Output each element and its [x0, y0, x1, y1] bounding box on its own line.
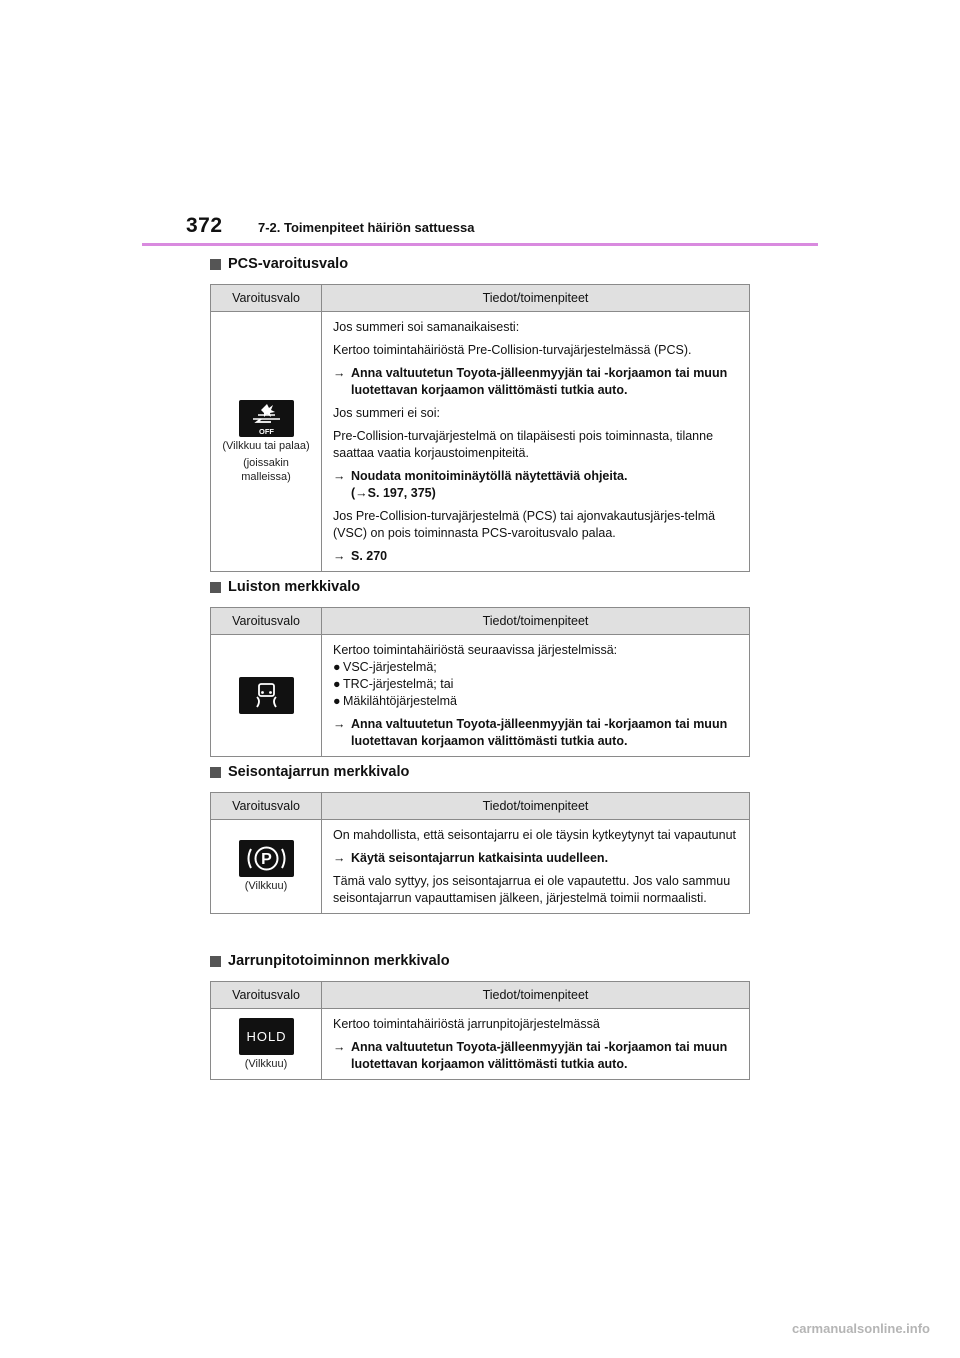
hold-text-1: Kertoo toimintahäiriöstä jarrunpitojärjestelmässä [333, 1017, 600, 1031]
slip-icon-cell [211, 635, 322, 757]
parking-table [210, 792, 750, 914]
pcs-icon-cell [211, 312, 322, 572]
section-pcs-title: PCS-varoitusvalo [210, 256, 348, 272]
column-header-light: Varoitusvalo [211, 793, 322, 820]
slip-text-1: Kertoo toimintahäiriöstä seuraavissa järjestelmissä: [333, 643, 618, 657]
pcs-action-1: → Anna valtuutetun Toyota-jälleenmyyjän tai -korjaamon tai muun luotettavan korjaamon välittömästi tutkia auto. [333, 366, 728, 397]
bullet-icon: ● [333, 660, 341, 674]
hold-action-1: → Anna valtuutetun Toyota-jälleenmyyjän tai -korjaamon tai muun luotettavan korjaamon välittömästi tutkia auto. [333, 1040, 728, 1071]
hold-table [210, 981, 750, 1080]
slip-table [210, 607, 750, 757]
arrow-icon: → [333, 366, 346, 380]
arrow-icon: → [333, 851, 346, 865]
parking-icon-cell [211, 820, 322, 914]
bullet-icon: ● [333, 694, 341, 708]
parking-info-cell [322, 820, 750, 914]
arrow-icon: → [333, 717, 346, 731]
section-hold-title: Jarrunpitotoiminnon merkkivalo [210, 953, 450, 969]
arrow-icon: → [333, 469, 346, 483]
header-rule [142, 243, 818, 246]
slip-bullet-3: ● Mäkilähtöjärjestelmä [333, 694, 457, 708]
column-header-info: Tiedot/toimenpiteet [322, 793, 750, 820]
pcs-action-2: → Noudata monitoiminäytöllä näytettäviä ohjeita. (→S. 197, 375) [333, 469, 628, 500]
brake-hold-icon [239, 1018, 294, 1055]
chapter-title: 7-2. Toimenpiteet häiriön sattuessa [258, 220, 475, 235]
arrow-icon: → [333, 1040, 346, 1054]
hold-info-cell [322, 1009, 750, 1080]
pcs-table [210, 284, 750, 572]
pcs-text-5: Jos Pre-Collision-turvajärjestelmä (PCS) tai ajonvakautusjärjes-telmä (VSC) on pois toiminnasta PCS-varoitusvalo palaa. [333, 509, 716, 540]
pcs-page-ref: (→S. 197, 375) [351, 486, 436, 500]
hold-icon-cell [211, 1009, 322, 1080]
pcs-text-2: Kertoo toimintahäiriöstä Pre-Collision-turvajärjestelmässä (PCS). [333, 343, 692, 357]
pcs-action-3: → S. 270 [333, 549, 388, 563]
slip-info-cell [322, 635, 750, 757]
pcs-caption-1: (Vilkkuu tai palaa) [222, 439, 310, 452]
svg-text:OFF: OFF [258, 426, 274, 436]
parking-action-1: → Käytä seisontajarrun katkaisinta uudelleen. [333, 851, 609, 865]
pcs-text-4: Pre-Collision-turvajärjestelmä on tilapäisesti pois toiminnasta, tilanne saattaa vaatia korjaustoimenpiteitä. [333, 429, 714, 460]
pcs-caption-2: (joissakin [243, 456, 289, 469]
square-bullet-icon [210, 259, 221, 270]
parking-caption: (Vilkkuu) [244, 880, 288, 892]
pcs-off-icon [239, 400, 294, 437]
watermark-footer: carmanualsonline.info [792, 1321, 930, 1336]
section-parking-title: Seisontajarrun merkkivalo [210, 764, 409, 780]
svg-text:P: P [260, 851, 272, 868]
square-bullet-icon [210, 956, 221, 967]
bullet-icon: ● [333, 677, 341, 691]
pcs-text-1: Jos summeri soi samanaikaisesti: [333, 320, 520, 334]
slip-action-1: → Anna valtuutetun Toyota-jälleenmyyjän tai -korjaamon tai muun luotettavan korjaamon välittömästi tutkia auto. [333, 717, 728, 748]
column-header-light: Varoitusvalo [211, 608, 322, 635]
pcs-info-cell [322, 312, 750, 572]
column-header-light: Varoitusvalo [211, 982, 322, 1009]
column-header-light: Varoitusvalo [211, 285, 322, 312]
svg-text:HOLD: HOLD [245, 1028, 287, 1044]
hold-caption: (Vilkkuu) [244, 1057, 288, 1070]
slip-indicator-icon [239, 677, 294, 714]
column-header-info: Tiedot/toimenpiteet [322, 608, 750, 635]
parking-text-1: On mahdollista, että seisontajarru ei ole täysin kytkeytynyt tai vapautunut [333, 828, 736, 842]
pcs-text-3: Jos summeri ei soi: [333, 406, 440, 420]
parking-text-2: Tämä valo syttyy, jos seisontajarrua ei ole vapautettu. Jos valo sammuu seisontajarrun vapauttamisen jälkeen, järjestelmä toimii normaalisti. [333, 874, 731, 905]
page-number: 372 [186, 214, 223, 237]
square-bullet-icon [210, 767, 221, 778]
slip-bullet-2: ● TRC-järjestelmä; tai [333, 677, 454, 691]
arrow-icon: → [333, 549, 346, 563]
parking-brake-icon [239, 840, 294, 877]
section-slip-title: Luiston merkkivalo [210, 579, 360, 595]
column-header-info: Tiedot/toimenpiteet [322, 285, 750, 312]
column-header-info: Tiedot/toimenpiteet [322, 982, 750, 1009]
pcs-caption-3: malleissa) [241, 470, 291, 483]
square-bullet-icon [210, 582, 221, 593]
slip-bullet-1: ● VSC-järjestelmä; [333, 660, 437, 674]
